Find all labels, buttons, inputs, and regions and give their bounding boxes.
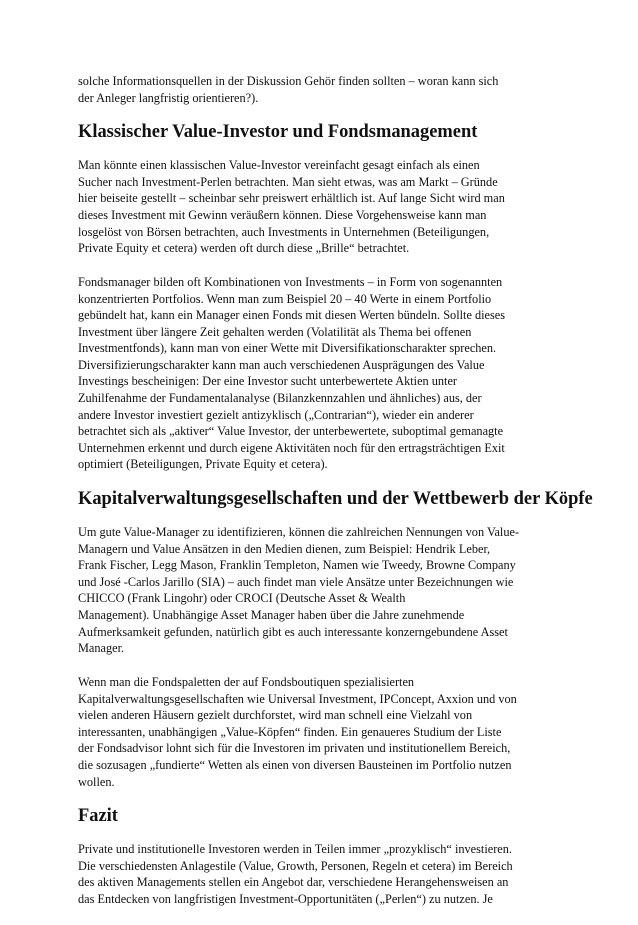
- text-line: das Entdecken von langfristigen Investment-Opportunitäten („Perlen“) zu nutzen. Je: [78, 891, 493, 906]
- text-line: Investmentfonds), kann man von einer Wette mit Diversifikationscharakter sprechen.: [78, 341, 497, 356]
- text-line: Unternehmen erkennt und durch eigene Aktivitäten noch für den ertragsträchtigen Exit: [78, 440, 505, 455]
- text-line: vielen anderen Häusern gezielt durchforstet, wird man schnell eine Vielzahl von: [78, 708, 473, 723]
- text-line: Managern und Value Ansätzen in den Medien dienen, zum Beispiel: Hendrik Leber,: [78, 541, 491, 556]
- text-line: Frank Fischer, Legg Mason, Franklin Templeton, Namen wie Tweedy, Browne Company: [78, 558, 516, 573]
- text-line: gebündelt hat, kann ein Manager einen Fonds mit diesen Werten bündeln. Sollte dieses: [78, 308, 506, 323]
- paragraph-fazit: [78, 841, 564, 907]
- heading-text: Klassischer Value-Investor und Fondsmanagement: [78, 121, 478, 142]
- text-line: Zuhilfenahme der Fundamentalanalyse (Bilanzkennzahlen und ähnliches) aus, der: [78, 391, 482, 406]
- text-line: Investment über längere Zeit gehalten werden (Volatilität als Thema bei offenen: [78, 324, 472, 339]
- text-line: Sucher nach Investment-Perlen betrachten. Man sieht etwas, was am Markt – Gründe: [78, 174, 498, 189]
- heading-classic-value-investor: [78, 123, 564, 140]
- text-line: Die verschiedensten Anlagestile (Value, Growth, Personen, Regeln et cetera) im Bereich: [78, 858, 513, 873]
- text-line: dieses Investment mit Gewinn veräußern können. Diese Vorgehensweise kann man: [78, 207, 487, 222]
- text-line: konzentrierten Portfolios. Wenn man zum Beispiel 20 – 40 Werte in einem Portfolio: [78, 291, 492, 306]
- paragraph-value-investor: [78, 157, 564, 257]
- text-line: Private und institutionelle Investoren werden in Teilen immer „prozyklisch“ investieren.: [78, 842, 512, 857]
- text-line: interessanten, unabhängigen „Value-Köpfen“ finden. Ein genaueres Studium der Liste: [78, 724, 502, 739]
- paragraph-fund-managers: [78, 274, 564, 473]
- text-line: solche Informationsquellen in der Diskussion Gehör finden sollten – woran kann sich: [78, 74, 499, 88]
- text-line: Investings bescheinigen: Der eine Investor sucht unterbewertete Aktien unter: [78, 374, 458, 389]
- text-line: Fondsmanager bilden oft Kombinationen von Investments – in Form von sogenannten: [78, 274, 503, 289]
- text-line: Man könnte einen klassischen Value-Investor vereinfacht gesagt einfach als einen: [78, 158, 480, 173]
- heading-kapitalverwaltungsgesellschaften: [78, 488, 593, 509]
- text-line: der Anleger langfristig orientieren?).: [78, 90, 259, 105]
- text-line: Um gute Value-Manager zu identifizieren, können die zahlreichen Nennungen von Value-: [78, 525, 520, 539]
- text-line: losgelöst von Börsen betrachten, auch Investments in Unternehmen (Beteiligungen,: [78, 224, 490, 239]
- text-line: Manager.: [78, 641, 125, 656]
- text-line: hier beiseite gestellt – scheinbar sehr preiswert erhältlich ist. Auf lange Sicht wird man: [78, 191, 505, 206]
- text-line: CHICCO (Frank Lingohr) oder CROCI (Deutsche Asset & Wealth: [78, 591, 406, 606]
- paragraph-intro-continuation: [78, 73, 564, 106]
- heading-fazit: [78, 807, 564, 824]
- text-line: Wenn man die Fondspaletten der auf Fondsboutiquen spezialisierten: [78, 674, 415, 689]
- text-line: Private Equity et cetera) werden oft durch diese „Brille“ betrachtet.: [78, 241, 410, 256]
- text-line: des aktiven Managements stellen ein Angebot dar, verschiedene Herangehensweisen an: [78, 875, 509, 890]
- text-line: wollen.: [78, 774, 115, 789]
- document-page: [78, 73, 593, 925]
- text-line: andere Investor investiert gezielt antizyklisch („Contrarian“), wieder ein anderer: [78, 407, 474, 422]
- text-line: Kapitalverwaltungsgesellschaften wie Universal Investment, IPConcept, Axxion und von: [78, 691, 517, 706]
- heading-text: Kapitalverwaltungsgesellschaften und der Wettbewerb der Köpfe: [78, 488, 593, 509]
- text-line: Diversifizierungscharakter kann man auch verschiedenen Ausprägungen des Value: [78, 357, 485, 372]
- paragraph-fondspaletten: [78, 674, 564, 790]
- text-line: die sozusagen „fundierte“ Wetten als einen von diversen Bausteinen im Portfolio nutzen: [78, 757, 512, 772]
- text-line: der Fondsadvisor lohnt sich für die Investoren im privaten und institutionellem Bereich,: [78, 741, 511, 756]
- text-line: und José -Carlos Jarillo (SIA) – auch findet man viele Ansätze unter Bezeichnungen wie: [78, 574, 514, 589]
- heading-text: Fazit: [78, 805, 118, 826]
- text-line: optimiert (Beteiligungen, Private Equity et cetera).: [78, 457, 328, 472]
- text-line: Aufmerksamkeit gefunden, natürlich gibt es auch interessante konzerngebundene Asset: [78, 624, 508, 639]
- text-line: betrachtet sich als „aktiver“ Value Investor, der unterbewertete, suboptimal gemanagte: [78, 424, 504, 439]
- text-line: Management). Unabhängige Asset Manager haben über die Jahre zunehmende: [78, 607, 465, 622]
- paragraph-value-managers: [78, 524, 564, 657]
